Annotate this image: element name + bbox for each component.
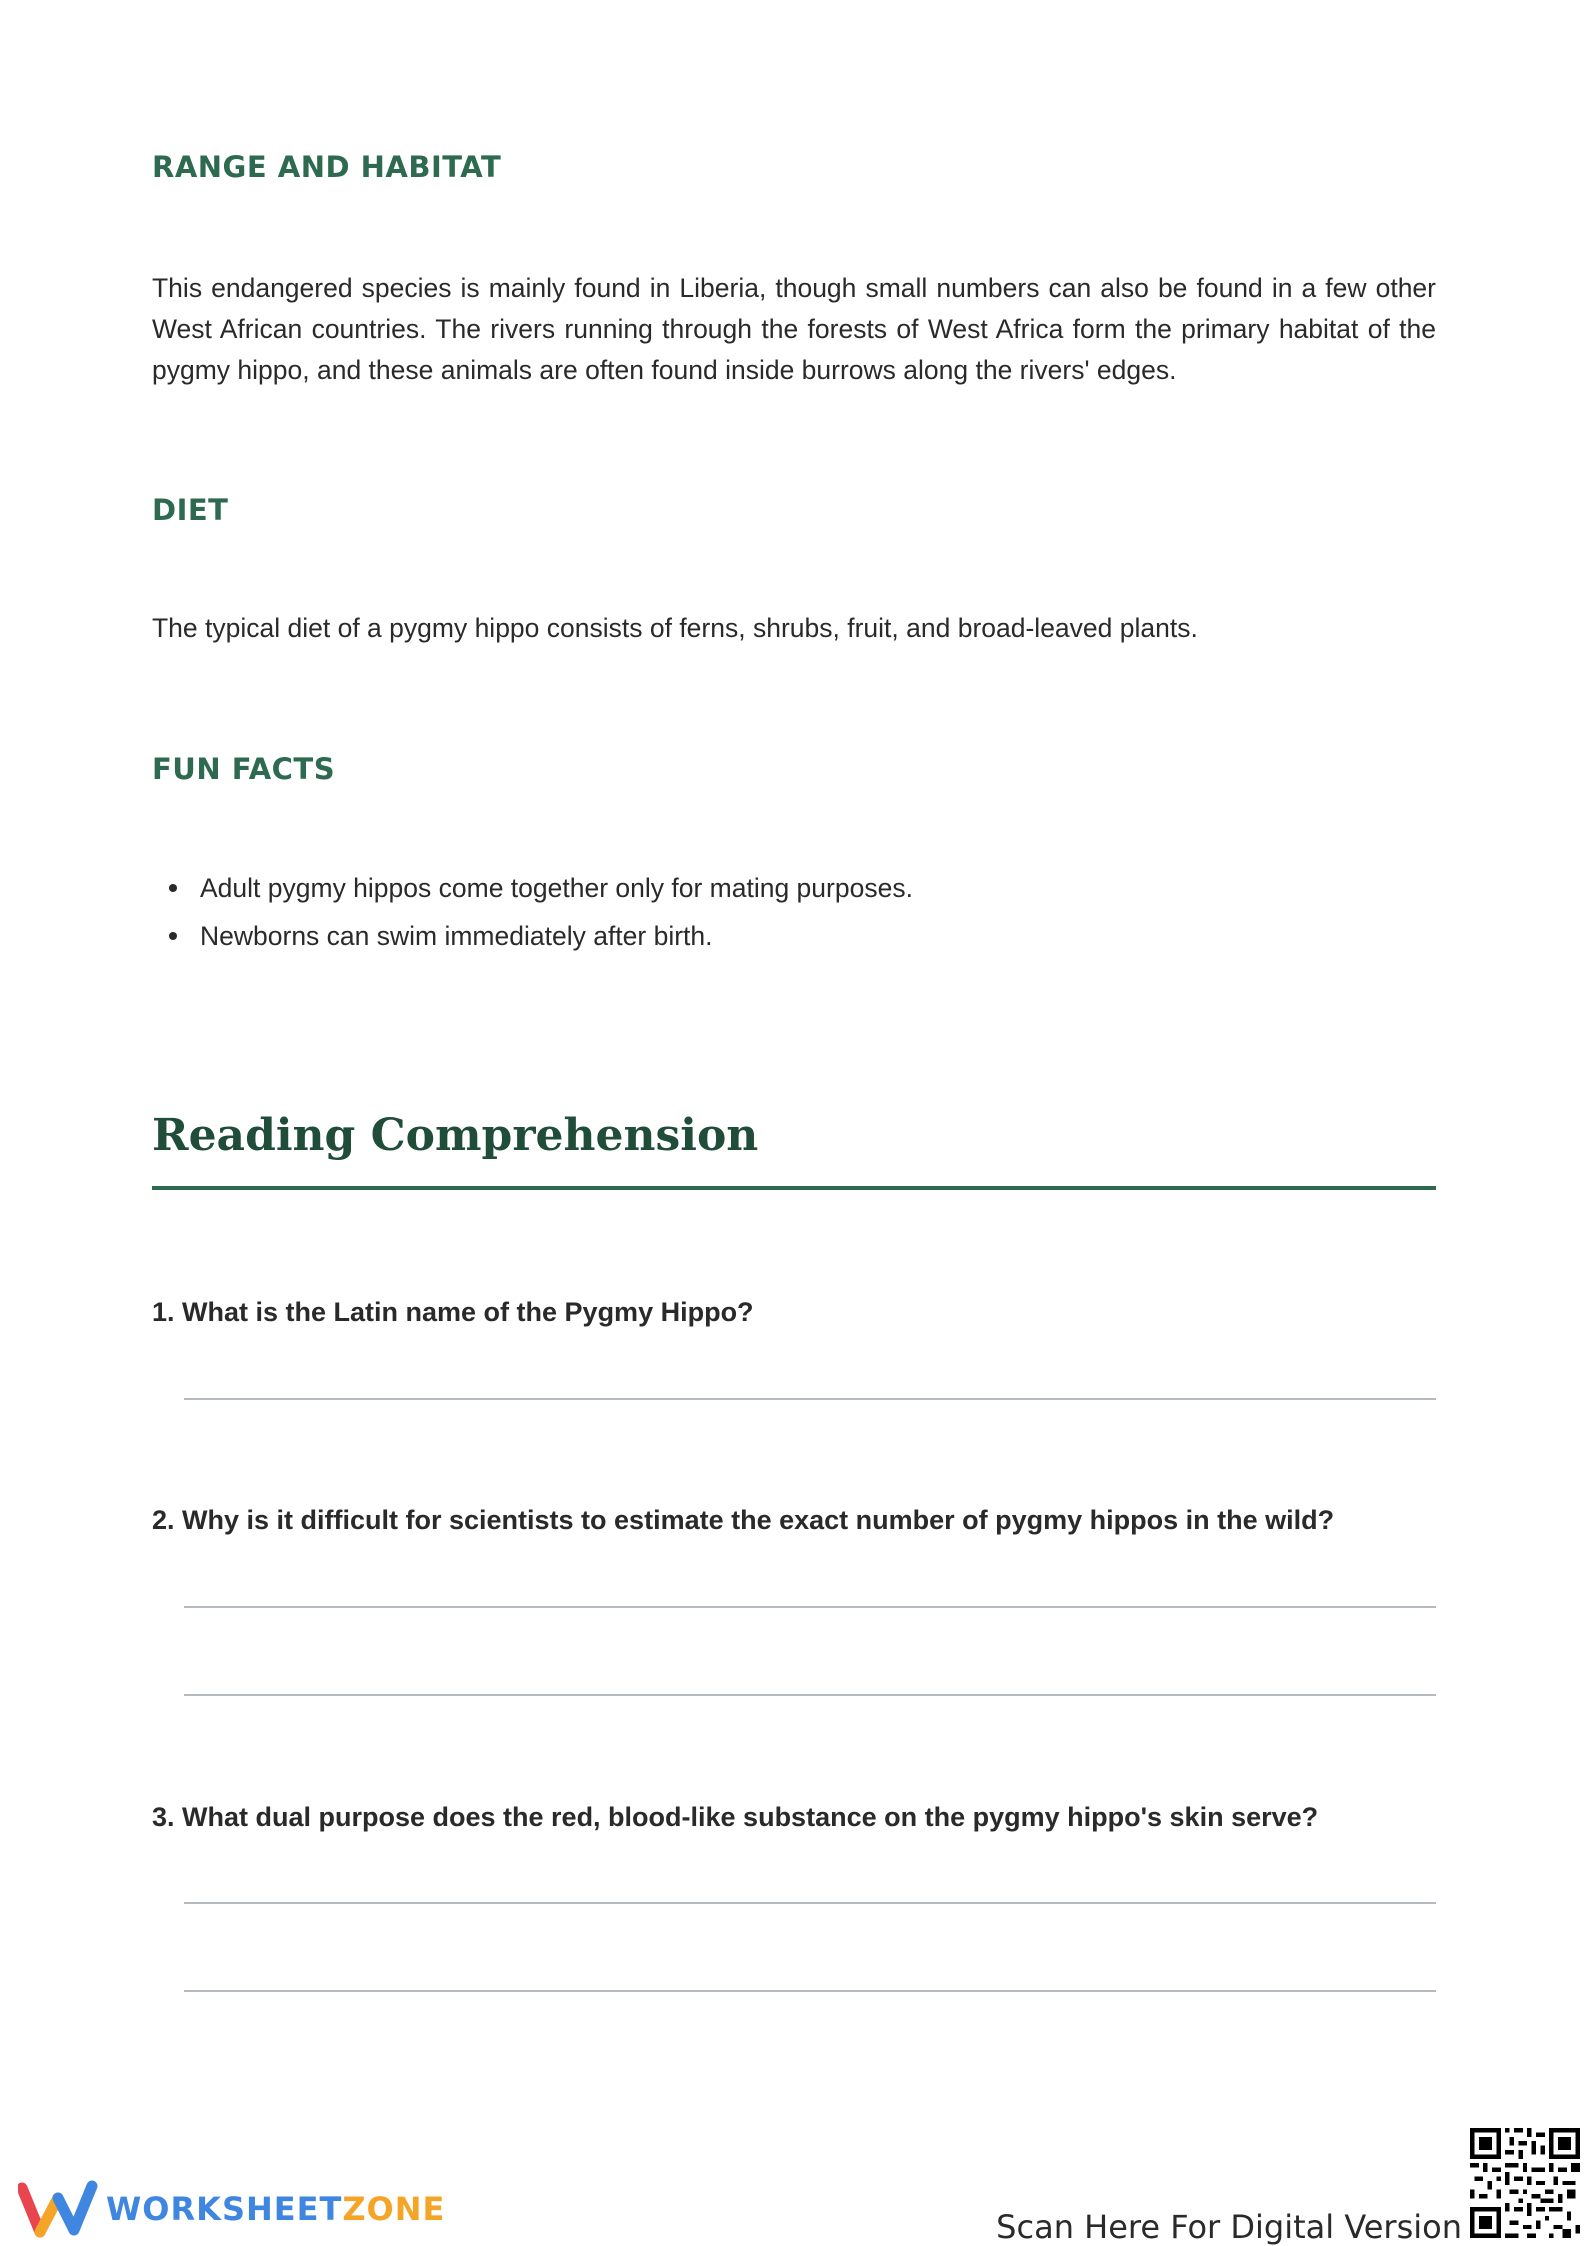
fun-fact-text: Adult pygmy hippos come together only for mating purposes.	[200, 873, 913, 903]
logo-wordmark: WORKSHEETZONE	[106, 2190, 446, 2228]
reading-comprehension-title: Reading Comprehension	[152, 1110, 759, 1161]
fun-fact-text: Newborns can swim immediately after birth.	[200, 921, 713, 951]
answer-line[interactable]	[184, 1606, 1436, 1608]
range-habitat-text: This endangered species is mainly found in Liberia, though small numbers can also be found in a few other West African countries. The rivers running through the forests of West Africa form the primary habitat of the pygmy hippo, and these animals are often found inside burrows along the rivers' edges.	[152, 273, 1436, 385]
answer-line[interactable]	[184, 1398, 1436, 1400]
fun-facts-list	[152, 864, 913, 960]
list-item	[152, 912, 913, 960]
title-divider	[152, 1186, 1436, 1190]
list-item	[152, 864, 913, 912]
answer-line[interactable]	[184, 1902, 1436, 1904]
answer-line[interactable]	[184, 1990, 1436, 1992]
diet-heading: DIET	[152, 493, 229, 527]
diet-text: The typical diet of a pygmy hippo consists of ferns, shrubs, fruit, and broad-leaved plants.	[152, 613, 1198, 643]
question-1: 1. What is the Latin name of the Pygmy Hippo?	[152, 1297, 754, 1327]
qr-code-icon[interactable]	[1470, 2128, 1580, 2238]
bullet-icon	[169, 932, 177, 940]
range-habitat-heading: RANGE AND HABITAT	[152, 150, 502, 184]
question-2: 2. Why is it difficult for scientists to estimate the exact number of pygmy hippos in the wild?	[152, 1505, 1335, 1535]
scan-label: Scan Here For Digital Version	[996, 2208, 1462, 2246]
worksheetzone-logo-icon	[18, 2180, 98, 2238]
fun-facts-heading: FUN FACTS	[152, 752, 336, 786]
bullet-icon	[169, 884, 177, 892]
worksheetzone-logo	[18, 2180, 445, 2238]
question-3: 3. What dual purpose does the red, blood-like substance on the pygmy hippo's skin serve?	[152, 1802, 1319, 1832]
answer-line[interactable]	[184, 1694, 1436, 1696]
